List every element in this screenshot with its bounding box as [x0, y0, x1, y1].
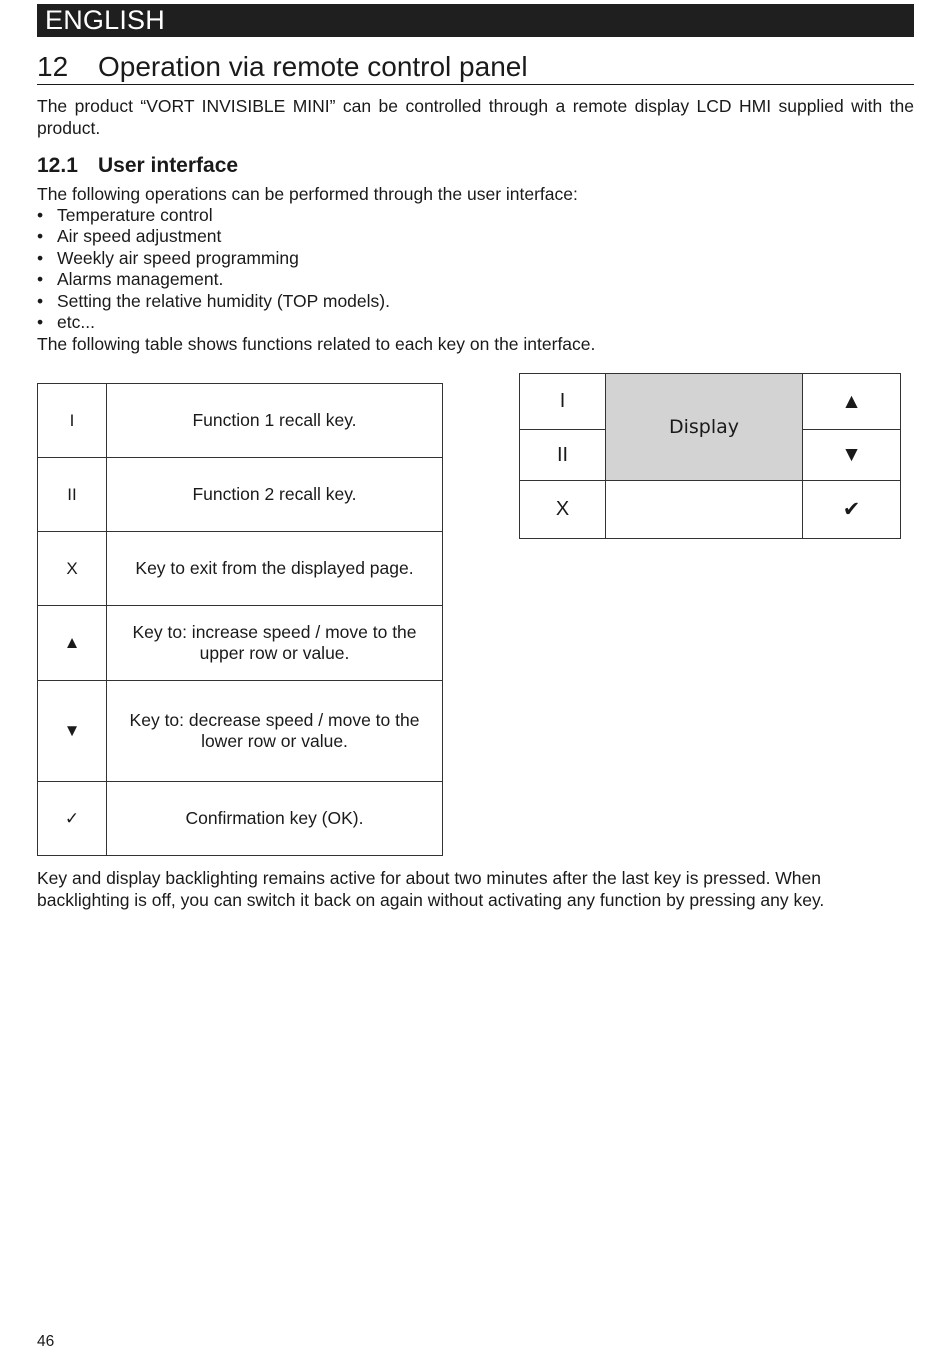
key-description: Key to exit from the displayed page. [107, 532, 443, 606]
panel-key-function-2: II [520, 430, 606, 481]
table-row [38, 532, 443, 606]
list-item: • Alarms management. [37, 269, 390, 290]
table-row [38, 681, 443, 782]
chapter-heading [37, 50, 914, 85]
list-item: • Weekly air speed programming [37, 248, 390, 269]
list-item: • Temperature control [37, 205, 390, 226]
key-description: Confirmation key (OK). [107, 782, 443, 856]
table-intro: The following table shows functions related to each key on the interface. [37, 334, 596, 354]
panel-key-function-1: I [520, 374, 606, 430]
operations-lead: The following operations can be performed through the user interface: [37, 184, 578, 204]
key-description: Function 2 recall key. [107, 458, 443, 532]
section-title: User interface [98, 154, 239, 177]
panel-key-exit: X [520, 481, 606, 539]
key-description: Function 1 recall key. [107, 384, 443, 458]
key-function-table [37, 383, 443, 856]
checkmark-icon: ✔ [803, 481, 901, 539]
table-row [38, 782, 443, 856]
remote-panel-diagram [519, 373, 901, 539]
page-number: 46 [37, 1333, 55, 1350]
chapter-title: Operation via remote control panel [98, 51, 528, 82]
intro-paragraph: The product “VORT INVISIBLE MINI” can be controlled through a remote display LCD HMI supplied with the product. [37, 96, 914, 138]
down-arrow-icon: ▼ [803, 430, 901, 481]
chapter-number: 12 [37, 51, 69, 82]
key-description: Key to: decrease speed / move to the lower row or value. [107, 681, 443, 782]
key-symbol: X [38, 532, 107, 606]
backlight-note: Key and display backlighting remains active for about two minutes after the last key is pressed. When backlighting is off, you can switch it back on again without activating any function by pressing any key. [37, 868, 825, 910]
checkmark-icon: ✓ [38, 782, 107, 856]
panel-blank-cell [606, 481, 803, 539]
table-row [38, 606, 443, 681]
language-header: ENGLISH [37, 4, 914, 37]
down-arrow-icon: ▼ [38, 681, 107, 782]
table-row [38, 458, 443, 532]
section-heading [37, 153, 238, 179]
list-item: • Setting the relative humidity (TOP models). [37, 291, 390, 312]
key-description: Key to: increase speed / move to the upper row or value. [107, 606, 443, 681]
table-row [38, 384, 443, 458]
key-symbol: I [38, 384, 107, 458]
list-item: • Air speed adjustment [37, 226, 390, 247]
list-item: • etc... [37, 312, 390, 333]
operations-list [37, 205, 390, 333]
panel-display: Display [606, 374, 803, 481]
section-number: 12.1 [37, 154, 78, 177]
key-symbol: II [38, 458, 107, 532]
up-arrow-icon: ▲ [38, 606, 107, 681]
up-arrow-icon: ▲ [803, 374, 901, 430]
